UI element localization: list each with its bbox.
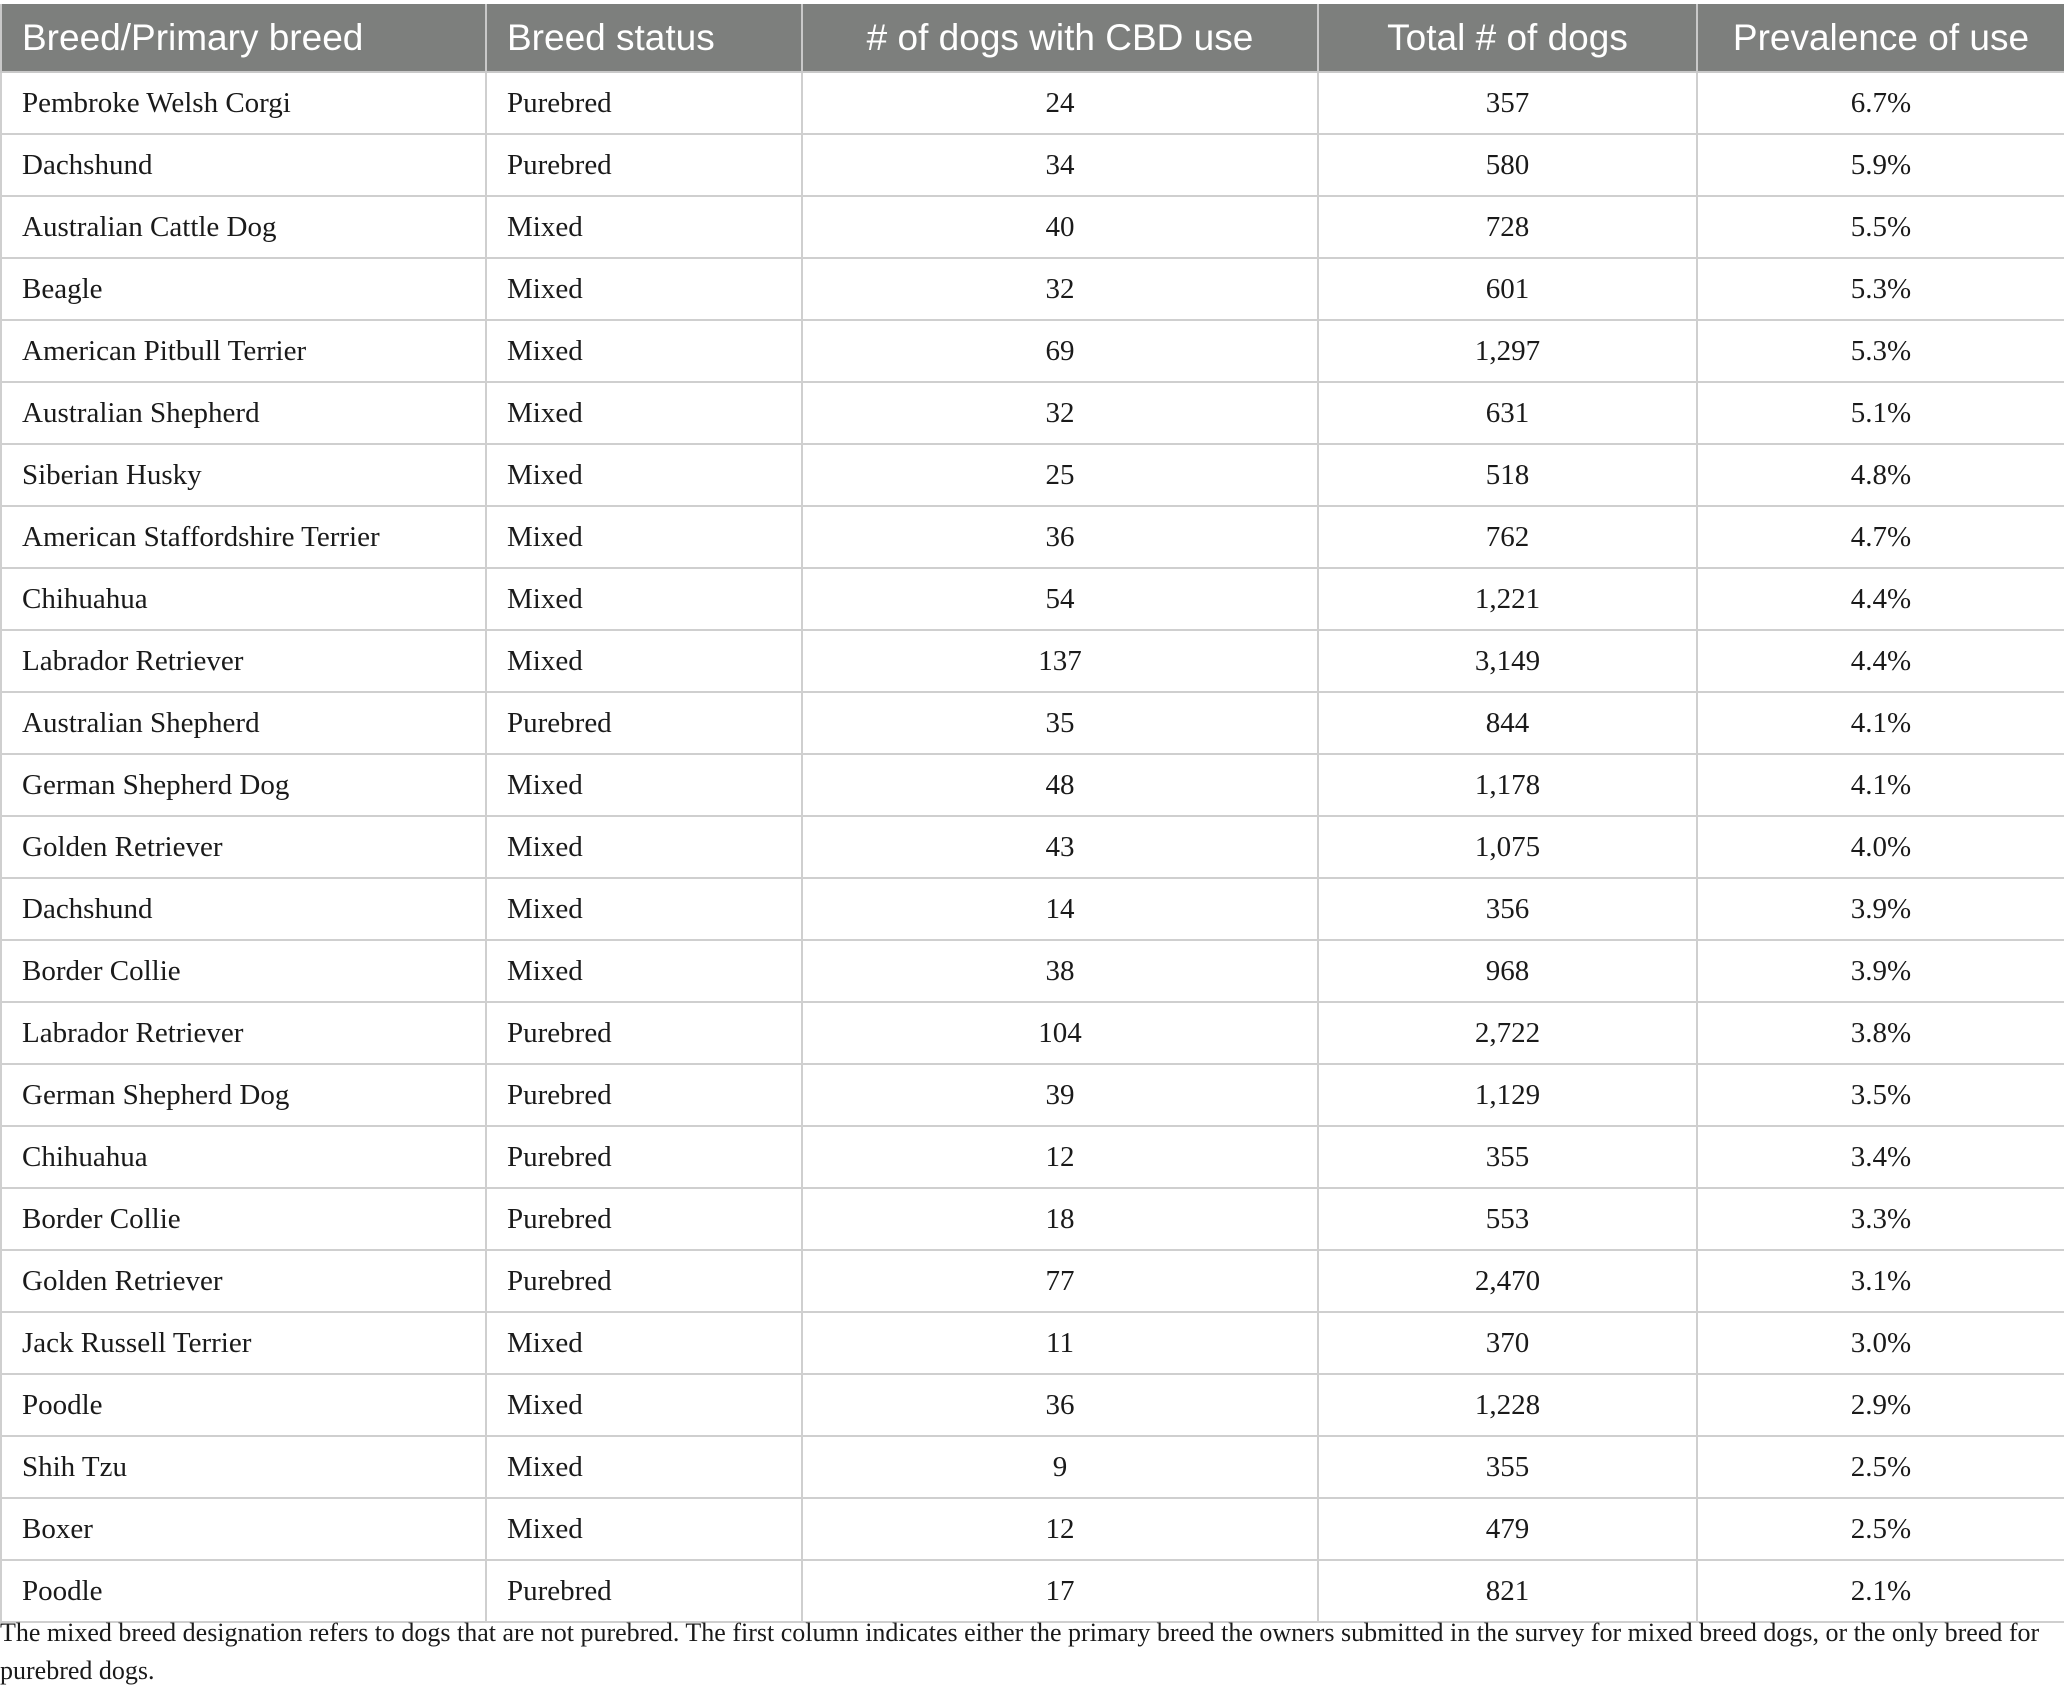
cell-prevalence: 6.7% (1697, 72, 2064, 134)
cell-total-dogs: 518 (1318, 444, 1697, 506)
table-header (1, 4, 2064, 72)
cell-total-dogs: 355 (1318, 1436, 1697, 1498)
cell-breed-status: Purebred (486, 1126, 802, 1188)
cell-cbd-use-count: 12 (802, 1498, 1318, 1560)
cell-cbd-use-count: 38 (802, 940, 1318, 1002)
cell-breed: Border Collie (1, 940, 486, 1002)
cell-cbd-use-count: 32 (802, 382, 1318, 444)
cell-prevalence: 5.1% (1697, 382, 2064, 444)
cell-breed-status: Mixed (486, 506, 802, 568)
cell-prevalence: 3.1% (1697, 1250, 2064, 1312)
cell-breed: Poodle (1, 1560, 486, 1622)
cell-breed: Australian Shepherd (1, 382, 486, 444)
cell-breed: Australian Cattle Dog (1, 196, 486, 258)
cell-prevalence: 3.9% (1697, 878, 2064, 940)
cell-cbd-use-count: 48 (802, 754, 1318, 816)
cell-cbd-use-count: 35 (802, 692, 1318, 754)
cell-total-dogs: 370 (1318, 1312, 1697, 1374)
cell-prevalence: 3.3% (1697, 1188, 2064, 1250)
cell-total-dogs: 3,149 (1318, 630, 1697, 692)
header-breed-status: Breed status (486, 4, 802, 72)
table-row (1, 1250, 2064, 1312)
cell-breed-status: Mixed (486, 320, 802, 382)
cell-cbd-use-count: 36 (802, 506, 1318, 568)
header-row (1, 4, 2064, 72)
table-row (1, 1126, 2064, 1188)
cell-total-dogs: 356 (1318, 878, 1697, 940)
cell-breed: German Shepherd Dog (1, 754, 486, 816)
cell-breed-status: Mixed (486, 196, 802, 258)
table-row (1, 1312, 2064, 1374)
cell-breed-status: Mixed (486, 878, 802, 940)
cell-total-dogs: 728 (1318, 196, 1697, 258)
cell-total-dogs: 479 (1318, 1498, 1697, 1560)
cell-cbd-use-count: 24 (802, 72, 1318, 134)
cell-breed-status: Purebred (486, 1188, 802, 1250)
cell-cbd-use-count: 40 (802, 196, 1318, 258)
cell-prevalence: 5.9% (1697, 134, 2064, 196)
table-row (1, 382, 2064, 444)
cell-cbd-use-count: 54 (802, 568, 1318, 630)
cell-breed-status: Mixed (486, 382, 802, 444)
table-row (1, 878, 2064, 940)
cell-breed-status: Purebred (486, 692, 802, 754)
cell-total-dogs: 762 (1318, 506, 1697, 568)
cell-breed: Golden Retriever (1, 816, 486, 878)
cell-cbd-use-count: 17 (802, 1560, 1318, 1622)
cell-prevalence: 3.0% (1697, 1312, 2064, 1374)
table-row (1, 320, 2064, 382)
cell-breed-status: Purebred (486, 1064, 802, 1126)
cell-prevalence: 5.3% (1697, 258, 2064, 320)
cell-breed: Poodle (1, 1374, 486, 1436)
cell-breed: Dachshund (1, 878, 486, 940)
cell-cbd-use-count: 11 (802, 1312, 1318, 1374)
header-breed: Breed/Primary breed (1, 4, 486, 72)
cell-prevalence: 4.4% (1697, 630, 2064, 692)
cell-prevalence: 3.9% (1697, 940, 2064, 1002)
table-row (1, 1498, 2064, 1560)
cell-breed: Shih Tzu (1, 1436, 486, 1498)
cell-breed: German Shepherd Dog (1, 1064, 486, 1126)
table-row (1, 940, 2064, 1002)
cell-breed-status: Mixed (486, 568, 802, 630)
cell-prevalence: 3.4% (1697, 1126, 2064, 1188)
cell-breed-status: Mixed (486, 754, 802, 816)
cell-breed-status: Purebred (486, 134, 802, 196)
cell-breed: Beagle (1, 258, 486, 320)
table-row (1, 754, 2064, 816)
cell-total-dogs: 1,178 (1318, 754, 1697, 816)
cell-cbd-use-count: 34 (802, 134, 1318, 196)
cell-breed-status: Purebred (486, 1250, 802, 1312)
cell-breed: Chihuahua (1, 568, 486, 630)
table-row (1, 1064, 2064, 1126)
cell-breed: Labrador Retriever (1, 1002, 486, 1064)
table-row (1, 258, 2064, 320)
cell-breed: Siberian Husky (1, 444, 486, 506)
cell-prevalence: 3.5% (1697, 1064, 2064, 1126)
cell-breed-status: Mixed (486, 258, 802, 320)
cell-prevalence: 2.5% (1697, 1498, 2064, 1560)
cell-cbd-use-count: 25 (802, 444, 1318, 506)
table-footnote: The mixed breed designation refers to dogs that are not purebred. The first column indicates either the primary breed the owners submitted in the survey for mixed breed dogs, or the only breed for purebred dogs. (0, 1618, 2040, 1685)
cell-cbd-use-count: 12 (802, 1126, 1318, 1188)
cell-breed: Labrador Retriever (1, 630, 486, 692)
cell-cbd-use-count: 32 (802, 258, 1318, 320)
cell-total-dogs: 357 (1318, 72, 1697, 134)
breed-prevalence-table (0, 4, 2064, 1623)
cell-prevalence: 2.5% (1697, 1436, 2064, 1498)
cell-cbd-use-count: 77 (802, 1250, 1318, 1312)
cell-breed-status: Purebred (486, 1002, 802, 1064)
cell-breed: Chihuahua (1, 1126, 486, 1188)
cell-prevalence: 3.8% (1697, 1002, 2064, 1064)
table-row (1, 568, 2064, 630)
cell-total-dogs: 1,129 (1318, 1064, 1697, 1126)
cell-total-dogs: 1,297 (1318, 320, 1697, 382)
cell-total-dogs: 968 (1318, 940, 1697, 1002)
table-row (1, 1002, 2064, 1064)
cell-cbd-use-count: 104 (802, 1002, 1318, 1064)
table-row (1, 816, 2064, 878)
cell-total-dogs: 821 (1318, 1560, 1697, 1622)
cell-prevalence: 4.1% (1697, 692, 2064, 754)
cell-cbd-use-count: 137 (802, 630, 1318, 692)
cell-breed-status: Mixed (486, 816, 802, 878)
cell-breed-status: Mixed (486, 1374, 802, 1436)
cell-total-dogs: 1,075 (1318, 816, 1697, 878)
cell-breed: Dachshund (1, 134, 486, 196)
cell-breed: Jack Russell Terrier (1, 1312, 486, 1374)
cell-breed-status: Mixed (486, 940, 802, 1002)
cell-prevalence: 5.3% (1697, 320, 2064, 382)
table-row (1, 506, 2064, 568)
table-row (1, 72, 2064, 134)
cell-prevalence: 4.0% (1697, 816, 2064, 878)
cell-breed-status: Purebred (486, 1560, 802, 1622)
cell-breed-status: Mixed (486, 444, 802, 506)
cell-breed-status: Purebred (486, 72, 802, 134)
cell-total-dogs: 2,722 (1318, 1002, 1697, 1064)
cell-breed: Golden Retriever (1, 1250, 486, 1312)
cell-cbd-use-count: 69 (802, 320, 1318, 382)
header-prevalence: Prevalence of use (1697, 4, 2064, 72)
cell-breed: Boxer (1, 1498, 486, 1560)
cell-breed-status: Mixed (486, 1498, 802, 1560)
cell-total-dogs: 2,470 (1318, 1250, 1697, 1312)
cell-cbd-use-count: 39 (802, 1064, 1318, 1126)
cell-cbd-use-count: 36 (802, 1374, 1318, 1436)
table-row (1, 1436, 2064, 1498)
cell-total-dogs: 553 (1318, 1188, 1697, 1250)
cell-total-dogs: 601 (1318, 258, 1697, 320)
cell-breed: Pembroke Welsh Corgi (1, 72, 486, 134)
table-row (1, 1374, 2064, 1436)
table-row (1, 444, 2064, 506)
header-total-dogs: Total # of dogs (1318, 4, 1697, 72)
cell-prevalence: 2.1% (1697, 1560, 2064, 1622)
table-row (1, 1188, 2064, 1250)
table-row (1, 630, 2064, 692)
cell-breed-status: Mixed (486, 1436, 802, 1498)
table-row (1, 196, 2064, 258)
cell-breed: Australian Shepherd (1, 692, 486, 754)
cell-total-dogs: 1,221 (1318, 568, 1697, 630)
cell-total-dogs: 1,228 (1318, 1374, 1697, 1436)
cell-total-dogs: 355 (1318, 1126, 1697, 1188)
table-row (1, 1560, 2064, 1622)
cell-prevalence: 4.1% (1697, 754, 2064, 816)
cell-cbd-use-count: 9 (802, 1436, 1318, 1498)
cell-cbd-use-count: 43 (802, 816, 1318, 878)
header-cbd-use-count: # of dogs with CBD use (802, 4, 1318, 72)
cell-prevalence: 5.5% (1697, 196, 2064, 258)
cell-breed: American Staffordshire Terrier (1, 506, 486, 568)
cell-total-dogs: 844 (1318, 692, 1697, 754)
cell-prevalence: 4.4% (1697, 568, 2064, 630)
cell-cbd-use-count: 18 (802, 1188, 1318, 1250)
cell-prevalence: 2.9% (1697, 1374, 2064, 1436)
cell-breed-status: Mixed (486, 1312, 802, 1374)
cell-prevalence: 4.8% (1697, 444, 2064, 506)
cell-prevalence: 4.7% (1697, 506, 2064, 568)
table-body (1, 72, 2064, 1622)
table-row (1, 134, 2064, 196)
cell-breed: American Pitbull Terrier (1, 320, 486, 382)
cell-breed-status: Mixed (486, 630, 802, 692)
cell-breed: Border Collie (1, 1188, 486, 1250)
cell-total-dogs: 580 (1318, 134, 1697, 196)
cell-total-dogs: 631 (1318, 382, 1697, 444)
cell-cbd-use-count: 14 (802, 878, 1318, 940)
table-row (1, 692, 2064, 754)
breed-prevalence-table-container (0, 4, 2064, 1623)
